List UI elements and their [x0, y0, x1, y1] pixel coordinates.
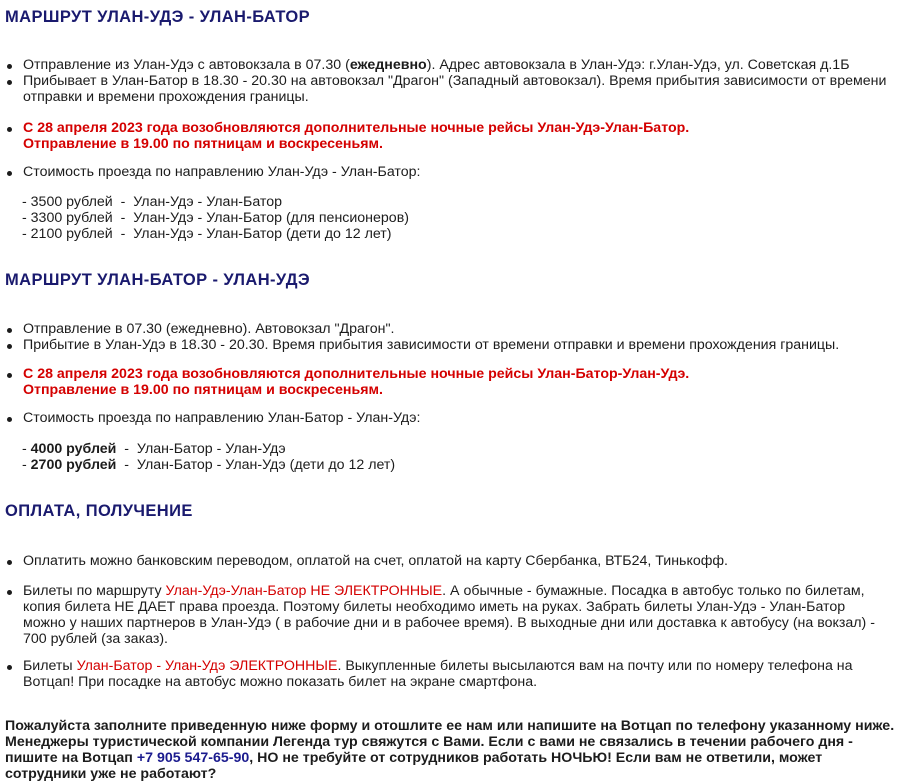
paper-tickets-block: [0, 583, 885, 647]
route2-price-dash: -: [22, 441, 31, 457]
route1-arrival-item: Прибывает в Улан-Батор в 18.30 - 20.30 на автовокзал "Драгон" (Западный автовокзал). Время прибытия зависимости от времени отправки и времени прохождения границы.: [0, 73, 905, 105]
paper-tickets-pre: Билеты по маршруту: [23, 583, 166, 599]
payment-methods: Оплатить можно банковским переводом, оплатой на счет, оплатой на карту Сбербанка, ВТБ24, Тинькофф.: [0, 553, 905, 569]
whatsapp-phone-link[interactable]: +7 905 547-65-90: [136, 750, 250, 766]
electronic-tickets-item: [0, 658, 885, 690]
route2-price-amount: 2700 рублей: [30, 457, 117, 473]
route1-price-amount: - 3300 рублей: [22, 210, 113, 226]
route1-price-intro-block: [0, 164, 905, 180]
payment-methods-block: [0, 553, 905, 569]
route2-notice-line1: С 28 апреля 2023 года возобновляются дополнительные ночные рейсы Улан-Батор-Улан-Удэ.: [23, 366, 690, 382]
paper-tickets-highlight: Улан-Удэ-Улан-Батор НЕ ЭЛЕКТРОННЫЕ: [165, 583, 443, 599]
route1-heading: МАРШРУТ УЛАН-УДЭ - УЛАН-БАТОР: [5, 8, 311, 26]
route1-price-desc: - Улан-Удэ - Улан-Батор: [112, 194, 283, 210]
route1-departure-item: [0, 57, 905, 73]
route2-price-desc: - Улан-Батор - Улан-Удэ (дети до 12 лет): [116, 457, 396, 473]
electronic-tickets-text: . Выкупленные билеты высылаются вам на почту или по номеру телефона на Вотцап! При посадке на автобус можно показать билет на экране смартфона.: [23, 658, 853, 690]
route2-price-dash: -: [22, 457, 31, 473]
route2-notice-bullet: [7, 373, 12, 378]
electronic-tickets-block: [0, 658, 885, 690]
route2-notice-line2: Отправление в 19.00 по пятницам и воскресеньям.: [23, 382, 383, 398]
route2-price-desc: - Улан-Батор - Улан-Удэ: [116, 441, 286, 457]
route1-notice-line1: С 28 апреля 2023 года возобновляются дополнительные ночные рейсы Улан-Удэ-Улан-Батор.: [23, 120, 690, 136]
route1-night-notice: [0, 120, 905, 152]
route1-price-intro: Стоимость проезда по направлению Улан-Удэ - Улан-Батор:: [0, 164, 905, 180]
route2-price-list: [0, 441, 905, 473]
route1-departure-text: Отправление из Улан-Удэ с автовокзала в 07.30 (: [23, 57, 350, 73]
route2-arrival-item: Прибытие в Улан-Удэ в 18.30 - 20.30. Время прибытия зависимости от времени отправки и времени прохождения границы.: [0, 337, 905, 353]
route1-departure-daily: ежедневно: [349, 57, 427, 73]
payment-heading: ОПЛАТА, ПОЛУЧЕНИЕ: [5, 502, 193, 520]
route2-price-row: [0, 457, 905, 473]
route1-info: [0, 57, 905, 105]
route2-info: [0, 321, 905, 353]
route1-price-row: [0, 194, 905, 210]
route1-departure-address: ). Адрес автовокзала в Улан-Удэ: г.Улан-Удэ, ул. Советская д.1Б: [426, 57, 850, 73]
route2-price-row: [0, 441, 905, 457]
route1-price-desc: - Улан-Удэ - Улан-Батор (дети до 12 лет): [112, 226, 392, 242]
paper-tickets-text: . А обычные - бумажные. Посадка в автобус только по билетам, копия билета НЕ ДАЕТ права проезда. Поэтому билеты необходимо иметь на руках. Забрать билеты Улан-Удэ - Улан-Батор можно у наших партнеров в Улан-Удэ ( в рабочие дни и в рабочее время). В выходные дни или доставка к автобусу (на вокзал) - 700 рублей (за заказ).: [23, 583, 875, 647]
route1-notice-bullet: [7, 127, 12, 132]
route2-night-notice: [0, 366, 905, 398]
route1-notice-line2: Отправление в 19.00 по пятницам и воскресеньям.: [23, 136, 383, 152]
contact-instructions: [5, 718, 907, 782]
paper-tickets-item: [0, 583, 885, 647]
route1-price-row: [0, 210, 905, 226]
route1-price-amount: - 2100 рублей: [22, 226, 113, 242]
route2-price-intro: Стоимость проезда по направлению Улан-Батор - Улан-Удэ:: [0, 410, 905, 426]
route2-price-intro-block: [0, 410, 905, 426]
route1-price-desc: - Улан-Удэ - Улан-Батор (для пенсионеров): [112, 210, 409, 226]
route2-heading: МАРШРУТ УЛАН-БАТОР - УЛАН-УДЭ: [5, 271, 311, 289]
electronic-tickets-pre: Билеты: [23, 658, 77, 674]
electronic-tickets-highlight: Улан-Батор - Улан-Удэ ЭЛЕКТРОННЫЕ: [76, 658, 338, 674]
route1-price-row: [0, 226, 905, 242]
contact-warning: , НО не требуйте от сотрудников работать НОЧЬЮ! Если вам не ответили, может сотрудники уже не работают?: [5, 750, 823, 782]
route2-price-amount: 4000 рублей: [30, 441, 117, 457]
contact-text: Пожалуйста заполните приведенную ниже форму и отошлите ее нам или напишите на Вотцап по телефону указанному ниже. Менеджеры туристической компании Легенда тур свяжутся с Вами. Если с вами не связались в течении рабочего дня - пишите на Вотцап: [5, 718, 895, 766]
route1-price-amount: - 3500 рублей: [22, 194, 113, 210]
route2-departure-item: Отправление в 07.30 (ежедневно). Автовокзал "Драгон".: [0, 321, 905, 337]
route1-price-list: [0, 194, 905, 242]
